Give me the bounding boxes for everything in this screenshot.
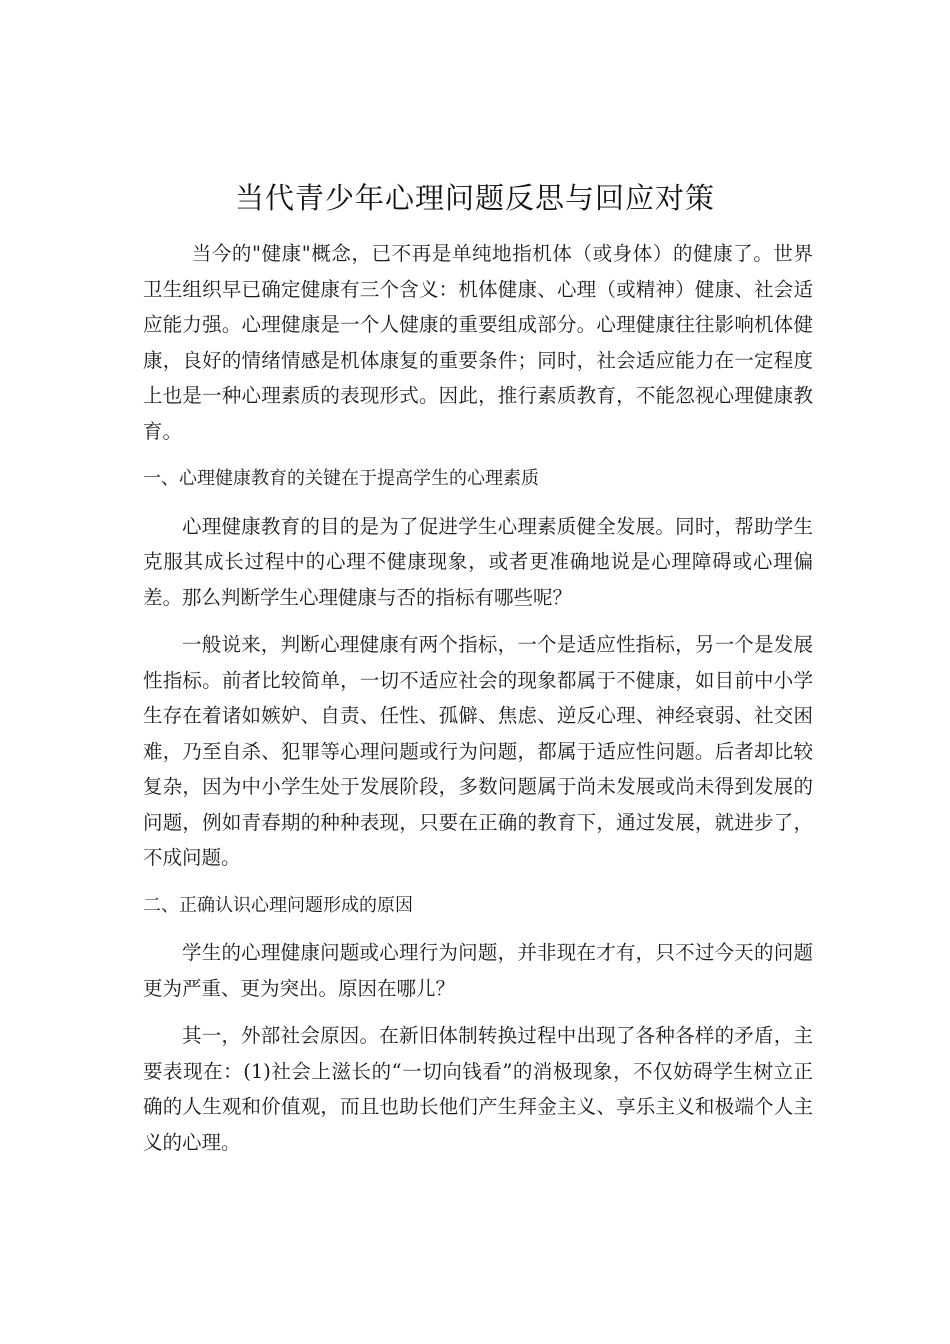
section-2-paragraph-1: 学生的心理健康问题或心理行为问题，并非现在才有，只不过今天的问题更为严重、更为突出。原因在哪儿？ bbox=[143, 941, 813, 1000]
section-1-heading: 一、心理健康教育的关键在于提高学生的心理素质 bbox=[143, 468, 539, 489]
section-1-paragraph-2: 一般说来，判断心理健康有两个指标，一个是适应性指标，另一个是发展性指标。前者比较简单，一切不适应社会的现象都属于不健康，如目前中小学生存在着诸如嫉妒、自责、任性、孤僻、焦虑、逆反心理、神经衰弱、社交困难，乃至自杀、犯罪等心理问题或行为问题，都属于适应性问题。后者却比较复杂，因为中小学生处于发展阶段，多数问题属于尚未发展或尚未得到发展的问题，例如青春期的种种表现，只要在正确的教育下，通过发展，就进步了，不成问题。 bbox=[143, 633, 813, 869]
section-2-heading: 二、正确认识心理问题形成的原因 bbox=[143, 894, 413, 916]
section-2-paragraph-2: 其一，外部社会原因。在新旧体制转换过程中出现了各种各样的矛盾，主要表现在：(1)社会上滋长的“一切向钱看”的消极现象，不仅妨碍学生树立正确的人生观和价值观，而且也助长他们产生拜金主义、享乐主义和极端个人主义的心理。 bbox=[143, 1024, 813, 1154]
document-body bbox=[143, 236, 813, 1160]
document-title: 当代青少年心理问题反思与回应对策 bbox=[234, 181, 715, 215]
intro-paragraph: 当今的"健康"概念，已不再是单纯地指机体（或身体）的健康了。世界卫生组织早已确定健康有三个含义：机体健康、心理（或精神）健康、社会适应能力强。心理健康是一个人健康的重要组成部分。心理健康往往影响机体健康，良好的情绪情感是机体康复的重要条件；同时，社会适应能力在一定程度上也是一种心理素质的表现形式。因此，推行素质教育，不能忽视心理健康教育。 bbox=[143, 242, 813, 443]
section-1-paragraph-1: 心理健康教育的目的是为了促进学生心理素质健全发展。同时，帮助学生克服其成长过程中的心理不健康现象，或者更准确地说是心理障碍或心理偏差。那么判断学生心理健康与否的指标有哪些呢？ bbox=[143, 514, 813, 609]
